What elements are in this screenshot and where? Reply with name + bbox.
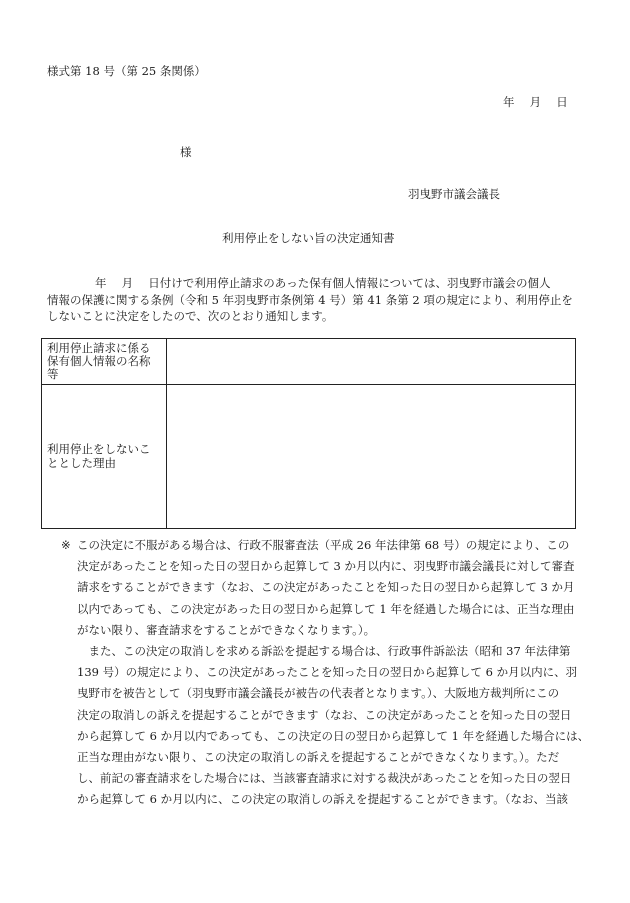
date-line: 年 月 日: [503, 95, 568, 109]
row1-label-line: 等: [47, 367, 59, 381]
note-paragraph: [62, 535, 589, 811]
intro-paragraph: [47, 273, 573, 327]
form-number: 様式第 18 号（第 25 条関係）: [47, 64, 206, 78]
row2-label: [47, 442, 151, 470]
addressee-suffix: 様: [180, 145, 192, 159]
note-line: 139 号）の規定により、この決定があったことを知った日の翌日から起算して 6 か月以内に、羽: [77, 665, 578, 680]
note-line: 曳野市を被告として（羽曳野市議会議長が被告の代表者となります。）、大阪地方裁判所にこの: [77, 686, 560, 701]
note-line: 以内であっても、この決定があった日の翌日から起算して 1 年を経過した場合には、正当な理由: [77, 601, 575, 616]
table-row-divider: [42, 384, 575, 385]
note-mark: ※: [61, 538, 71, 552]
note-line: がない限り、審査請求をすることができなくなります。）。: [77, 622, 376, 637]
note-line: から起算して 6 か月以内であっても、この決定の日の翌日から起算して 1 年を経過した場合には、: [77, 728, 590, 743]
intro-line: しないことに決定をしたので、次のとおり通知します。: [47, 309, 334, 323]
note-line: 正当な理由がない限り、この決定の取消しの訴えを提起することができなくなります。）。ただ: [77, 750, 560, 765]
note-line: 請求をすることができます（なお、この決定があったことを知った日の翌日から起算して 3 か月: [77, 580, 575, 595]
row1-label: [47, 342, 151, 381]
note-line: し、前記の審査請求をした場合には、当該審査請求に対する裁決があったことを知った日の翌日: [77, 771, 572, 786]
note-line: この決定に不服がある場合は、行政不服審査法（平成 26 年法律第 68 号）の規定により、この: [77, 538, 570, 552]
intro-line: 年 月 日付けで利用停止請求のあった保有個人情報については、羽曳野市議会の個人: [95, 276, 551, 290]
issuer-name: 羽曳野市議会議長: [408, 187, 500, 201]
note-line: また、この決定の取消しを求める訴訟を提起する場合は、行政事件訴訟法（昭和 37 年法律第: [77, 644, 571, 659]
note-line: 決定の取消しの訴えを提起することができます（なお、この決定があったことを知った日の翌日: [77, 707, 572, 722]
row1-label-line: 保有個人情報の名称: [47, 354, 151, 368]
note-line: 決定があったことを知った日の翌日から起算して 3 か月以内に、羽曳野市議会議長に対して審査: [77, 559, 575, 574]
note-line: から起算して 6 か月以内に、この決定の取消しの訴えを提起することができます。（なお、当該: [77, 792, 568, 807]
document-title: 利用停止をしない旨の決定通知書: [222, 231, 395, 245]
row2-label-line: 利用停止をしないこ: [47, 442, 151, 456]
row2-label-line: ととした理由: [47, 456, 116, 470]
notice-table: [41, 338, 576, 529]
table-column-divider: [166, 339, 167, 528]
intro-line: 情報の保護に関する条例（令和 5 年羽曳野市条例第 4 号）第 41 条第 2 項の規定により、利用停止を: [47, 292, 573, 307]
row1-label-line: 利用停止請求に係る: [47, 341, 151, 355]
